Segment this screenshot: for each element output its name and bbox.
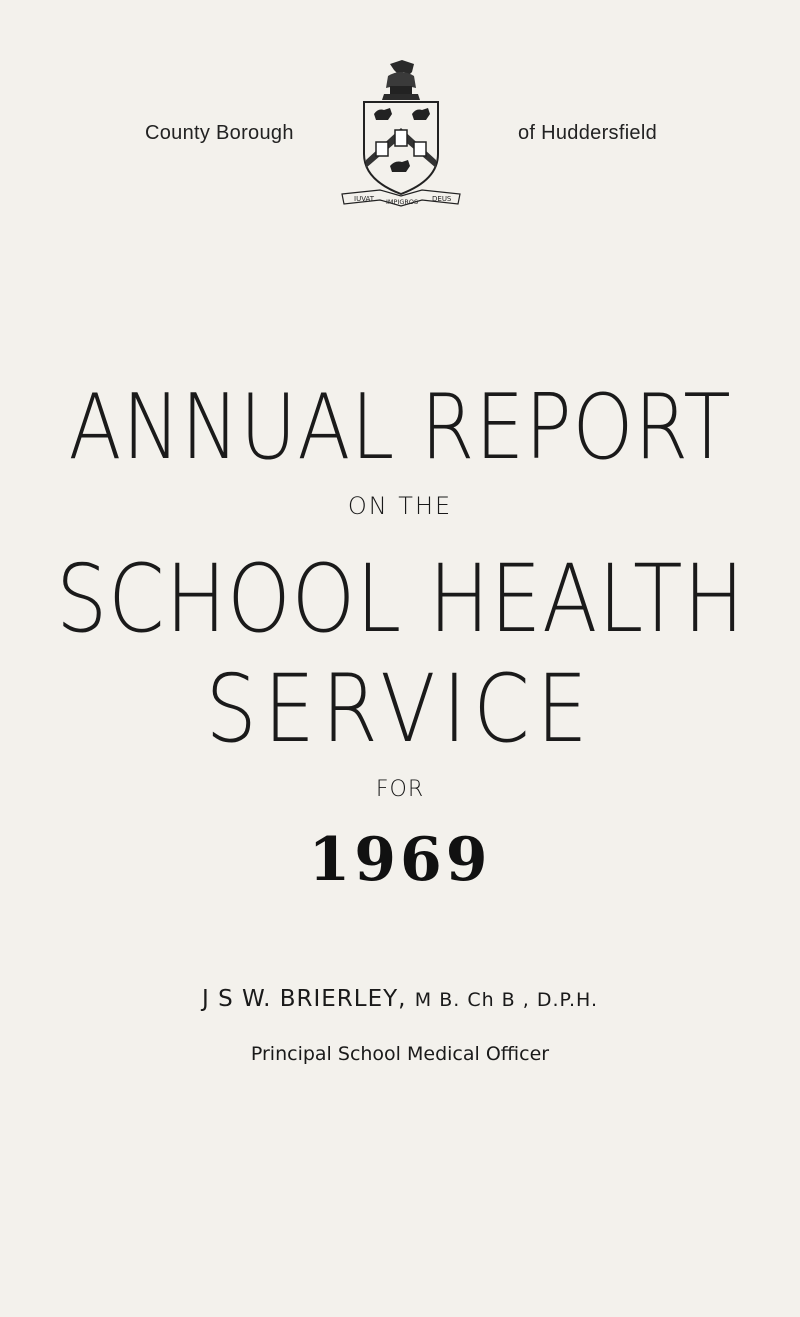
title-service: SERVICE [205,655,595,764]
title-for: FOR [375,777,425,802]
author-name: J S W. BRIERLEY, [201,986,407,1012]
motto-left: IUVAT [354,195,375,203]
author-line [0,986,800,1012]
title-school-health: SCHOOL HEALTH [56,545,745,654]
title-on-the: ON THE [347,492,453,520]
motto-right: DEUS [432,195,452,203]
author-qualifications: M B. Ch B , D.P.H. [414,989,599,1011]
motto-center: IMPIGROS [386,198,419,206]
author-role: Principal School Medical Officer [250,1043,550,1065]
header-county-borough: County Borough [145,122,294,144]
title-annual-report: ANNUAL REPORT [68,375,732,480]
header-huddersfield: of Huddersfield [518,122,658,144]
coat-of-arms-icon [340,58,462,208]
report-year: 1969 [308,825,492,895]
